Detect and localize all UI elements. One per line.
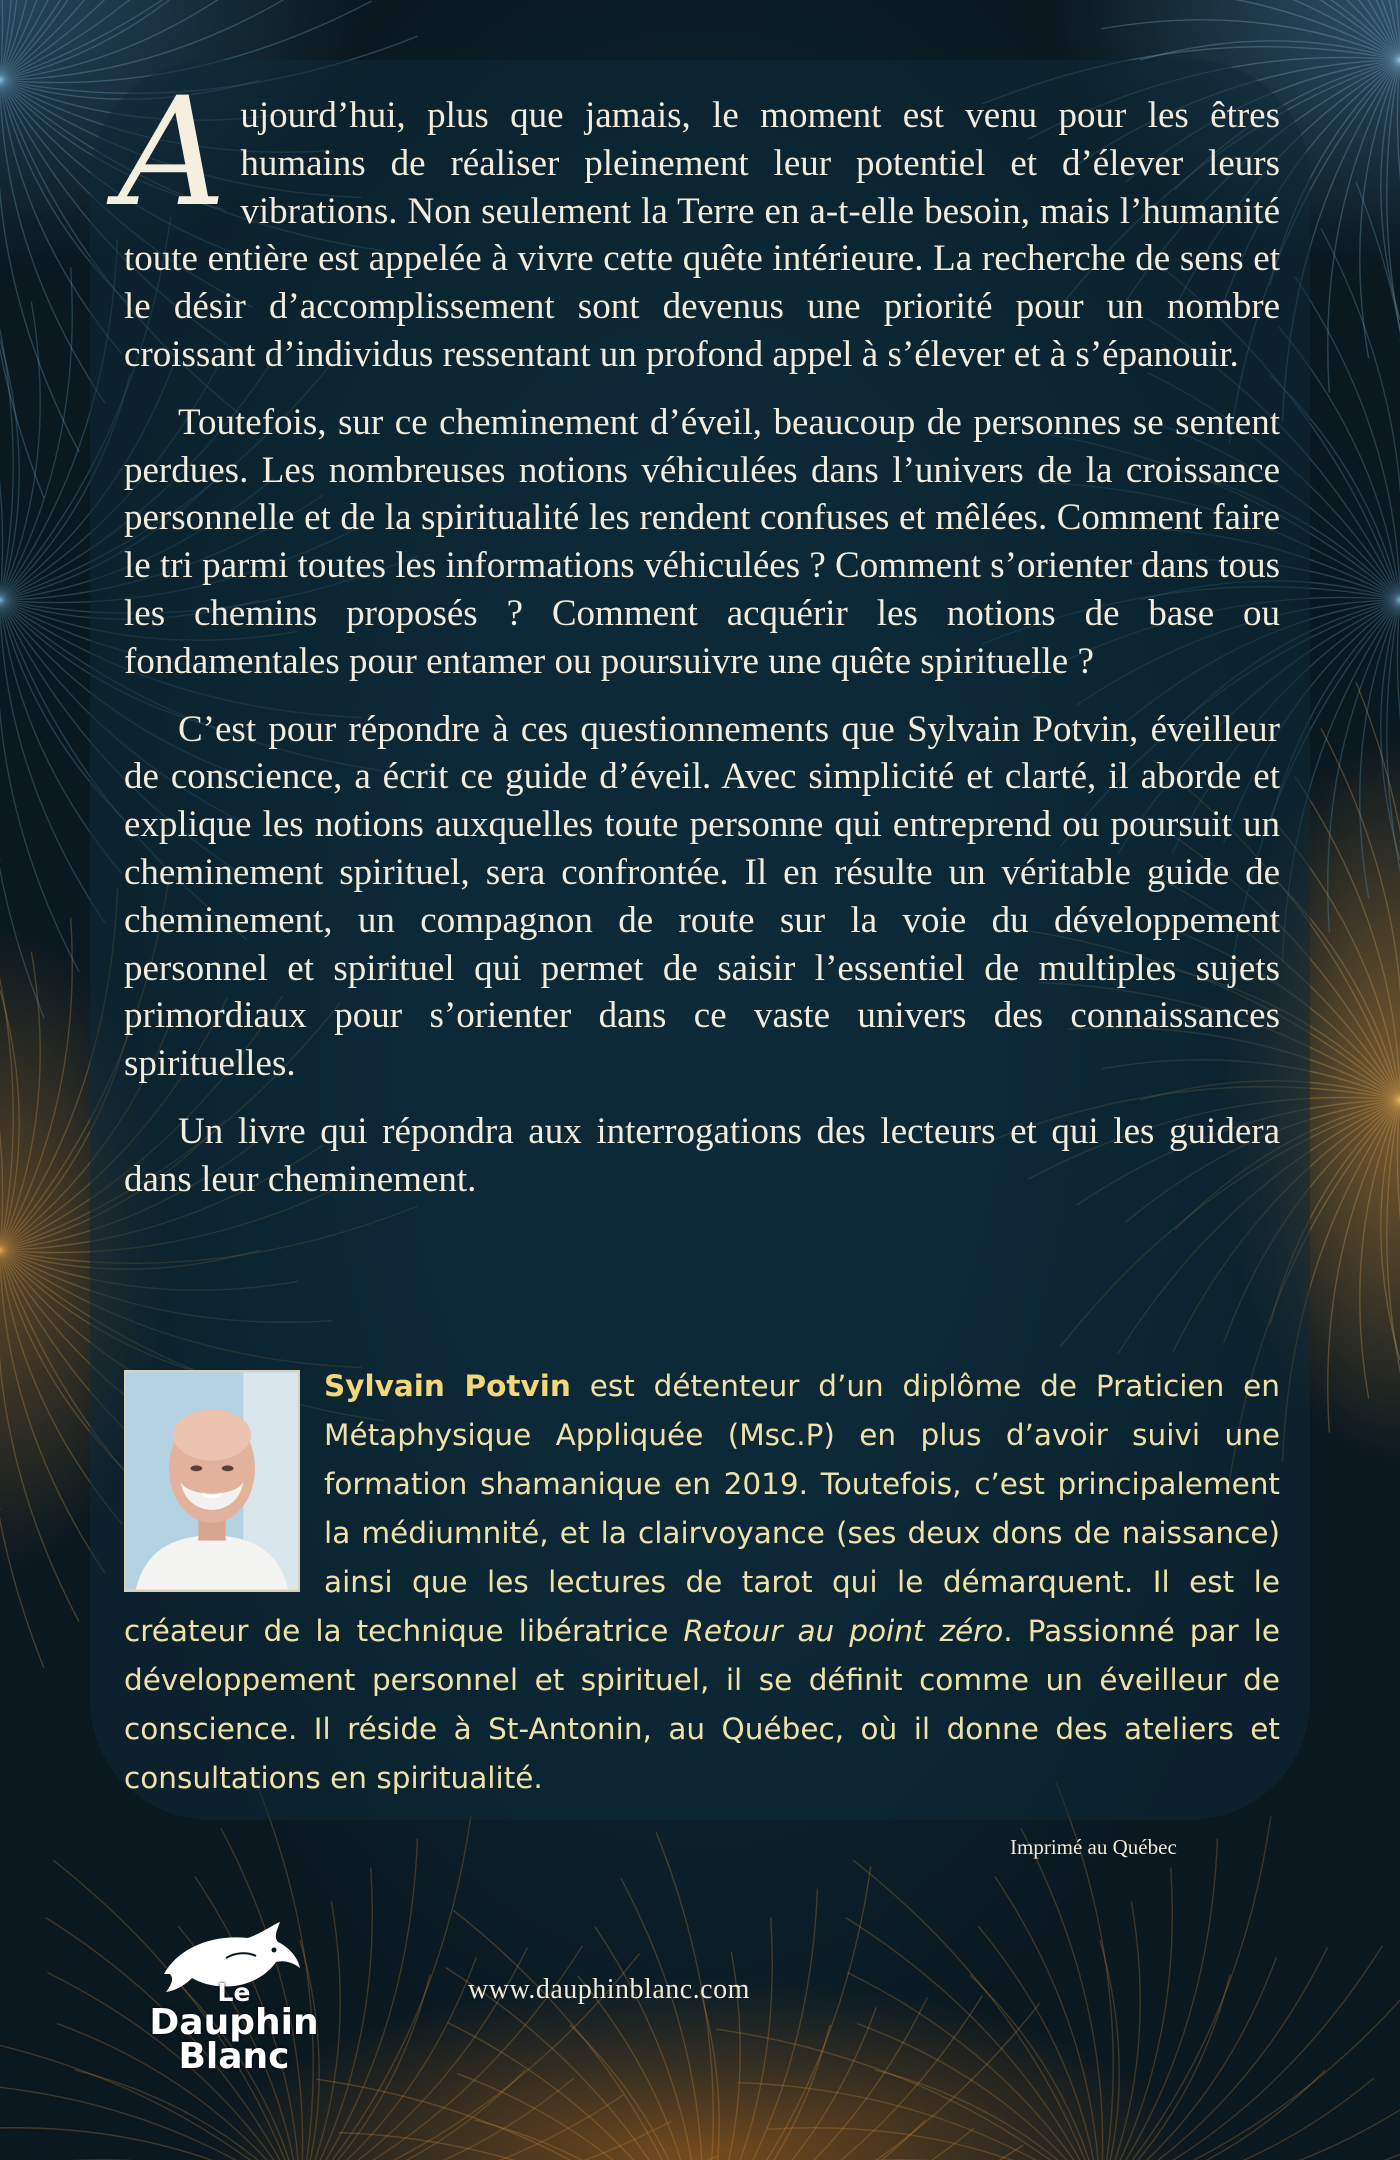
publisher-name-line1: Le: [217, 1978, 251, 2007]
printed-in-label: Imprimé au Québec: [1010, 1835, 1177, 1859]
author-photo: [124, 1370, 300, 1592]
paragraph-1-text: ujourd’hui, plus que jamais, le moment est venu pour les êtres humains de réaliser pleinement leur potentiel et d’élever leurs vibrations. Non seulement la Terre en a-t-elle besoin, mais l’humanité toute entière est appelée à vivre cette quête intérieure. La recherche de sens et le désir d’accomplissement sont devenus une priorité pour un nombre croissant d’individus ressentant un profond appel à s’élever et à s’épanouir.: [124, 95, 1280, 375]
publisher-name-line2: Dauphin: [149, 2002, 319, 2043]
publisher-name: [118, 1978, 350, 2077]
drop-cap: A: [118, 66, 227, 240]
technique-name: Retour au point zéro: [683, 1614, 1004, 1648]
author-bio-text-1: est détenteur d’un diplôme de Praticien en Métaphysique Appliquée (Msc.P) en plus d’avoir suivi une formation shamanique en 2019. Toutefois, c’est principalement la médiumnité, et la clairvoyance (ses deux dons de naissance) ainsi que les lectures de tarot qui le démarquent. Il est le créateur de la technique libératrice: [124, 1369, 1280, 1648]
publisher-website[interactable]: www.dauphinblanc.com: [468, 1974, 750, 2005]
paragraph-1: [118, 66, 1280, 379]
paragraph-2: Toutefois, sur ce cheminement d’éveil, beaucoup de personnes se sentent perdues. Les nombreuses notions véhiculées dans l’univers de la croissance personnelle et de la spiritualité les rendent confuses et mêlées. Comment faire le tri parmi toutes les informations véhiculées ? Comment s’orienter dans tous les chemins proposés ? Comment acquérir les notions de base ou fondamentales pour entamer ou poursuivre une quête spirituelle ?: [124, 401, 1280, 682]
publisher-logo: [118, 1918, 350, 2098]
author-name: Sylvain Potvin: [324, 1369, 571, 1403]
paragraph-4: Un livre qui répondra aux interrogations des lecteurs et qui les guidera dans leur cheminement.: [124, 1110, 1280, 1200]
author-bio: [124, 1362, 1280, 1803]
paragraph-3: C’est pour répondre à ces questionnements que Sylvain Potvin, éveilleur de conscience, a écrit ce guide d’éveil. Avec simplicité et clarté, il aborde et explique les notions auxquelles toute personne qui entreprend ou poursuit un cheminement spirituel, sera confrontée. Il en résulte un véritable guide de cheminement, un compagnon de route sur la voie du développement personnel et spirituel qui permet de saisir l’essentiel de multiples sujets primordiaux pour s’orienter dans ce vaste univers des connaissances spirituelles.: [124, 708, 1280, 1085]
publisher-name-line3: Blanc: [178, 2036, 290, 2077]
description-text: [118, 66, 1280, 1224]
author-bio-text-2: . Passionné par le développement personnel et spirituel, il se définit comme un éveilleur de conscience. Il réside à St-Antonin, au Québec, où il donne des ateliers et consultations en spiritualité.: [124, 1614, 1280, 1795]
